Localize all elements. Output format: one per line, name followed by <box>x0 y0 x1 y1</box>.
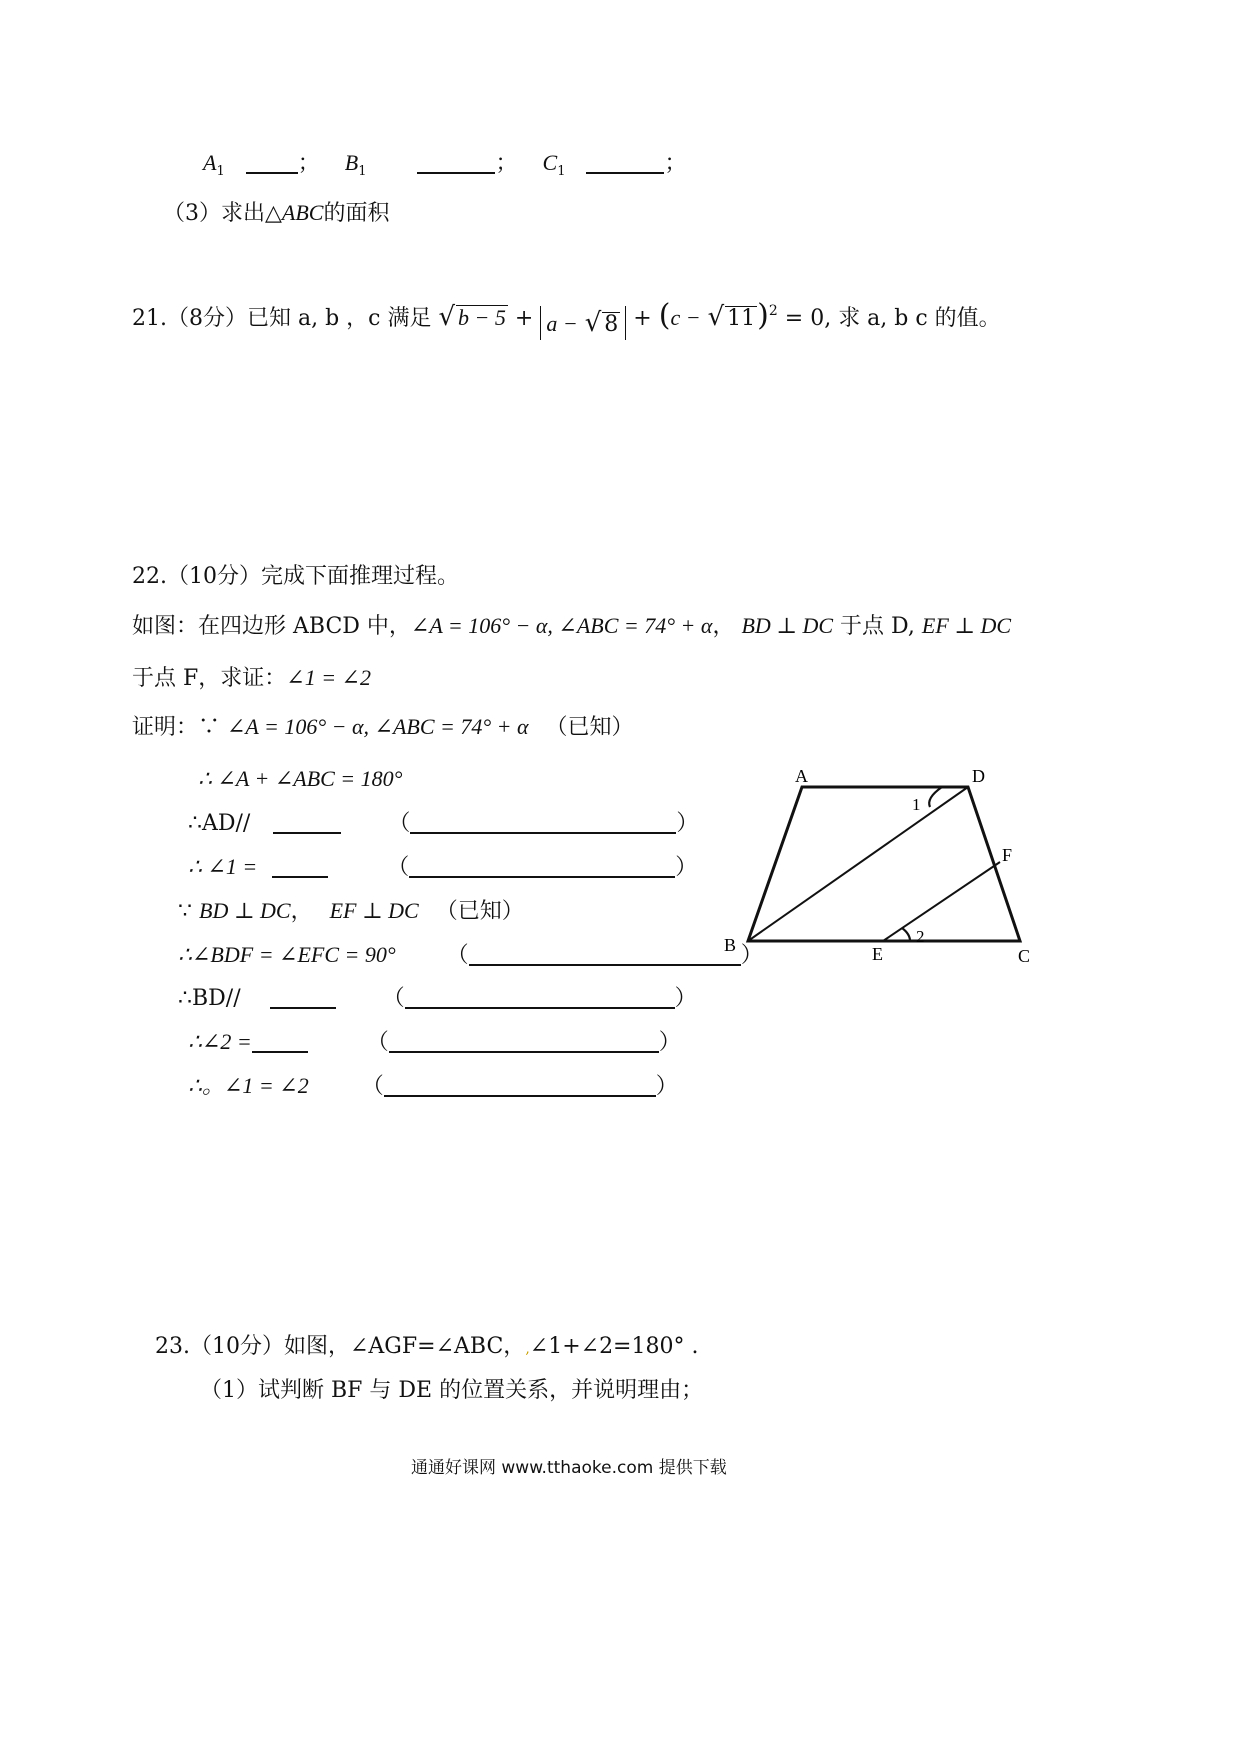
proof-step-5 <box>178 940 763 971</box>
c1-blank[interactable] <box>586 150 664 174</box>
step8-lparen: （ <box>361 1074 384 1099</box>
diagonal-bd <box>748 787 968 941</box>
trapezoid-figure <box>715 760 1055 975</box>
a-minus: a − <box>546 311 578 336</box>
step8-rparen: ） <box>655 1074 678 1099</box>
q21-prefix: 21.（8分）已知 a, b ，c 满足 <box>132 306 439 331</box>
q22-given-2 <box>132 663 371 694</box>
step3-text: ∴ ∠1 = <box>188 854 258 879</box>
angle-2-label: 2 <box>916 927 925 946</box>
a1-subscript: 1 <box>216 164 225 179</box>
segment-ef <box>883 862 1000 941</box>
q23-mark: , <box>525 1341 530 1357</box>
step4-sep: ， <box>290 899 313 924</box>
step7-lparen: （ <box>366 1030 389 1055</box>
plus-2: + <box>633 306 652 331</box>
step4-bd-dc: BD ⊥ DC <box>199 898 291 923</box>
prove-math: ∠1 = ∠2 <box>286 665 371 690</box>
angle-1-arc <box>929 787 942 807</box>
q22-given <box>132 611 1011 642</box>
label-e: E <box>872 944 883 964</box>
part3-question <box>163 198 390 229</box>
proof-math: ∠A = 106° − α, ∠ABC = 74° + α <box>227 714 529 739</box>
label-c: C <box>1018 946 1031 966</box>
sqrt-b-minus-5: b − 5 <box>458 305 506 330</box>
sqrt-8: 8 <box>604 312 619 337</box>
step4-known: （已知） <box>435 899 524 924</box>
step5-rparen: ） <box>740 943 763 968</box>
lparen-c: ( <box>658 298 671 333</box>
step3-reason-blank[interactable] <box>409 854 675 878</box>
given-ef-dc: EF ⊥ DC <box>921 613 1012 638</box>
step5-lparen: （ <box>446 943 469 968</box>
a1-b1-c1-line <box>203 148 686 187</box>
step3-rparen: ） <box>675 855 698 880</box>
radical-icon: √ <box>438 302 456 332</box>
label-d: D <box>972 766 985 786</box>
step7-rparen: ） <box>658 1030 681 1055</box>
q23-part1: （1）试判断 BF 与 DE 的位置关系，并说明理由； <box>200 1378 704 1403</box>
label-f: F <box>1002 845 1013 865</box>
semicolon-1: ； <box>297 151 320 176</box>
step6-text: ∴BD// <box>178 986 241 1011</box>
a1-label: A <box>203 150 217 175</box>
given-prefix: 如图：在四边形 ABCD 中， <box>132 614 411 639</box>
step7-blank[interactable] <box>252 1029 308 1053</box>
q22-title: 22.（10分）完成下面推理过程。 <box>132 564 459 589</box>
proof-step-2 <box>188 809 698 839</box>
label-b: B <box>724 935 737 955</box>
given2-text: 于点 F，求证： <box>132 666 287 691</box>
plus-1: + <box>514 306 534 331</box>
trapezoid-abcd <box>748 787 1020 941</box>
given-math: ∠A = 106° − α, ∠ABC = 74° + α <box>410 613 713 638</box>
radical-icon: √ <box>584 308 602 338</box>
semicolon-3: ； <box>664 151 687 176</box>
q21-question <box>132 293 1001 340</box>
step2-reason-blank[interactable] <box>410 810 676 834</box>
step6-lparen: （ <box>382 986 405 1011</box>
step5-reason-blank[interactable] <box>469 942 741 966</box>
q23-title-tail: ∠1+∠2=180° . <box>529 1334 699 1359</box>
exponent-2: 2 <box>768 303 778 319</box>
proof-step-3 <box>188 852 697 883</box>
part3-abc: ABC <box>281 200 324 225</box>
step2-blank[interactable] <box>273 810 341 834</box>
step6-blank[interactable] <box>270 985 336 1009</box>
given-bd-dc: BD ⊥ DC <box>741 613 834 638</box>
step7-text: ∴∠2 = <box>188 1029 252 1054</box>
radical-icon: √ <box>707 302 725 332</box>
step6-rparen: ） <box>674 986 697 1011</box>
proof-step-6 <box>178 984 697 1014</box>
part3-prefix: （3）求出△ <box>163 201 282 226</box>
given-mid: 于点 D, <box>833 614 922 639</box>
step4-prefix: ∵ <box>178 899 199 924</box>
step6-reason-blank[interactable] <box>405 985 675 1009</box>
step2-lparen: （ <box>388 811 411 836</box>
proof-start <box>132 712 634 743</box>
b1-subscript: 1 <box>358 164 367 179</box>
proof-step-7 <box>188 1027 681 1058</box>
step5-text: ∴∠BDF = ∠EFC = 90° <box>178 942 396 967</box>
a1-blank[interactable] <box>246 150 298 174</box>
q23-title-text: 23.（10分）如图，∠AGF=∠ABC， <box>155 1334 526 1359</box>
proof-step-4 <box>178 896 524 927</box>
b1-label: B <box>344 150 359 175</box>
sqrt-11: 11 <box>727 306 756 331</box>
q23-title <box>155 1332 698 1364</box>
angle-2-arc <box>902 928 910 941</box>
step2-rparen: ） <box>676 811 699 836</box>
step3-blank[interactable] <box>272 854 328 878</box>
step7-reason-blank[interactable] <box>389 1029 659 1053</box>
c-minus: c − <box>670 305 701 330</box>
given-sep: ， <box>712 614 735 639</box>
c1-label: C <box>542 150 558 175</box>
proof-step-1: ∴ ∠A + ∠ABC = 180° <box>198 766 403 791</box>
part3-suffix: 的面积 <box>323 201 390 226</box>
proof-prefix: 证明：∵ <box>132 715 227 740</box>
step3-lparen: （ <box>387 855 410 880</box>
angle-1-label: 1 <box>912 795 921 814</box>
step8-reason-blank[interactable] <box>384 1073 656 1097</box>
proof-known: （已知） <box>545 715 634 740</box>
footer-text: 通通好课网 www.tthaoke.com 提供下载 <box>411 1458 727 1478</box>
label-a: A <box>795 766 808 786</box>
step4-ef-dc: EF ⊥ DC <box>329 898 419 923</box>
rparen-c: ) <box>757 298 769 333</box>
semicolon-2: ； <box>495 151 518 176</box>
c1-subscript: 1 <box>557 164 566 179</box>
proof-step-8 <box>188 1071 678 1102</box>
q21-tail: = 0, 求 a, b c 的值。 <box>784 306 1001 331</box>
step8-text: ∴。∠1 = ∠2 <box>188 1073 309 1098</box>
step2-text: ∴AD// <box>188 811 251 836</box>
abs-a-minus-sqrt8 <box>540 306 626 340</box>
b1-blank[interactable] <box>417 150 495 174</box>
paren-c <box>658 298 778 333</box>
